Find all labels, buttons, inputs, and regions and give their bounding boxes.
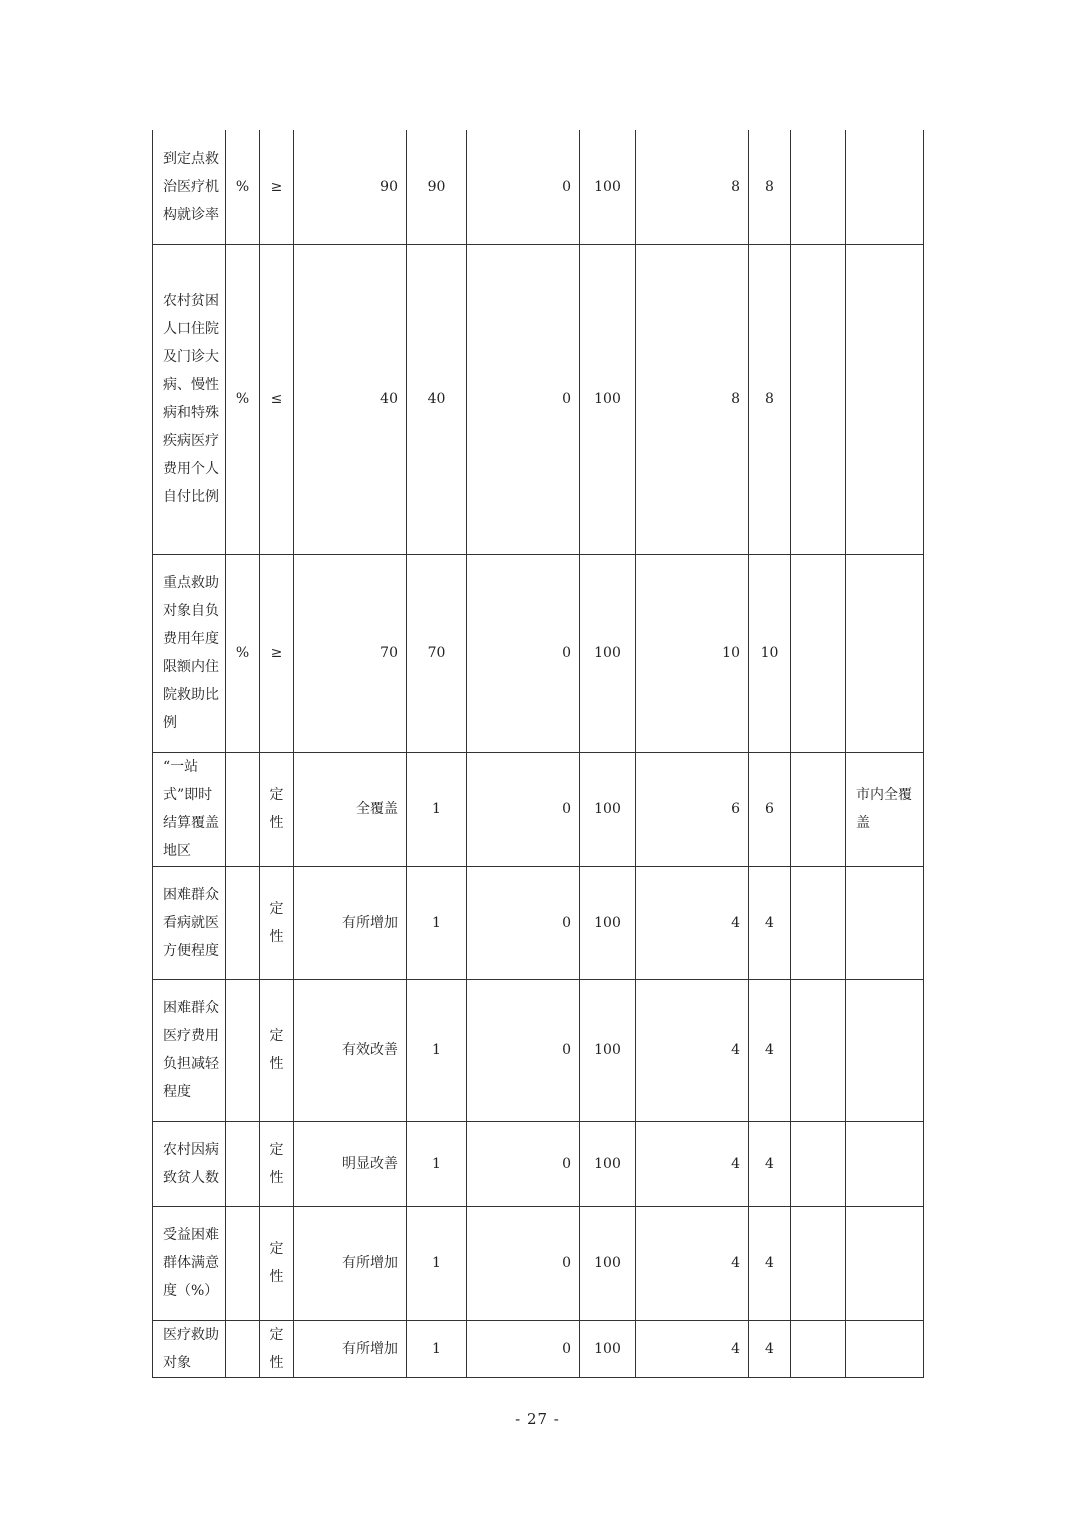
completion-cell-text: 100 — [594, 1340, 621, 1357]
weight-cell — [636, 130, 749, 244]
operator-cell — [260, 752, 294, 866]
unit-cell — [226, 752, 260, 866]
table-row — [153, 752, 924, 866]
page-number: - 27 - — [515, 1410, 560, 1428]
table-row — [153, 1320, 924, 1377]
weight-cell — [636, 866, 749, 979]
completion-cell — [580, 752, 636, 866]
completion-cell-text: 100 — [594, 1255, 621, 1271]
score-cell-text: 4 — [765, 1042, 774, 1058]
weight-cell — [636, 1206, 749, 1320]
indicator-name-cell — [153, 1320, 226, 1377]
deviation-cell — [467, 752, 580, 866]
weight-cell — [636, 979, 749, 1121]
actual-value-cell-text: 1 — [432, 1042, 441, 1058]
target-value-cell — [294, 1206, 407, 1320]
score-cell-text: 6 — [765, 801, 774, 817]
score-cell-text: 4 — [765, 914, 774, 931]
score-cell — [749, 1206, 791, 1320]
actual-value-cell-text: 1 — [432, 1155, 441, 1172]
table-row — [153, 554, 924, 752]
completion-cell — [580, 1121, 636, 1206]
indicator-name-cell-text: 农村贫困人口住院及门诊大病、慢性病和特殊疾病医疗费用个人自付比例 — [163, 293, 219, 505]
target-value-cell-text: 40 — [380, 391, 398, 407]
weight-cell — [636, 1320, 749, 1377]
unit-cell — [226, 1206, 260, 1320]
note-cell — [846, 130, 924, 244]
completion-cell — [580, 1206, 636, 1320]
weight-cell-text: 4 — [731, 914, 740, 931]
actual-value-cell — [407, 979, 467, 1121]
score-cell — [749, 244, 791, 554]
reason-cell — [791, 244, 846, 554]
completion-cell — [580, 554, 636, 752]
note-cell — [846, 979, 924, 1121]
deviation-cell-text: 0 — [562, 1042, 571, 1058]
unit-cell — [226, 979, 260, 1121]
operator-cell — [260, 1320, 294, 1377]
indicator-name-cell-text: 农村因病致贫人数 — [163, 1141, 219, 1186]
completion-cell — [580, 244, 636, 554]
target-value-cell-text: 有效改善 — [342, 1042, 398, 1058]
target-value-cell — [294, 752, 407, 866]
indicator-name-cell-text: 受益困难群体满意度（%） — [163, 1227, 219, 1299]
table-row — [153, 866, 924, 979]
actual-value-cell-text: 70 — [427, 645, 446, 661]
performance-indicator-table — [152, 130, 924, 1378]
deviation-cell — [467, 979, 580, 1121]
reason-cell — [791, 1320, 846, 1377]
completion-cell-text: 100 — [594, 1155, 621, 1172]
completion-cell-text: 100 — [594, 1042, 621, 1058]
indicator-name-cell — [153, 1121, 226, 1206]
indicator-name-cell — [153, 130, 226, 244]
reason-cell — [791, 752, 846, 866]
score-cell — [749, 130, 791, 244]
target-value-cell-text: 有所增加 — [342, 1255, 398, 1271]
indicator-name-cell — [153, 244, 226, 554]
target-value-cell-text: 70 — [380, 645, 398, 661]
table-row — [153, 130, 924, 244]
weight-cell-text: 4 — [731, 1255, 740, 1271]
table-row — [153, 979, 924, 1121]
actual-value-cell — [407, 866, 467, 979]
indicator-name-cell — [153, 866, 226, 979]
deviation-cell-text: 0 — [562, 914, 571, 931]
deviation-cell — [467, 130, 580, 244]
reason-cell — [791, 130, 846, 244]
operator-cell-text: ≥ — [270, 178, 283, 195]
score-cell-text: 4 — [765, 1255, 774, 1271]
actual-value-cell — [407, 1206, 467, 1320]
operator-cell — [260, 979, 294, 1121]
score-cell — [749, 554, 791, 752]
deviation-cell — [467, 866, 580, 979]
deviation-cell-text: 0 — [562, 801, 571, 817]
actual-value-cell — [407, 1121, 467, 1206]
target-value-cell — [294, 554, 407, 752]
note-cell — [846, 1206, 924, 1320]
operator-cell-text: ≤ — [270, 391, 283, 407]
target-value-cell — [294, 1121, 407, 1206]
target-value-cell — [294, 1320, 407, 1377]
score-cell-text: 4 — [765, 1155, 774, 1172]
operator-cell-text: ≥ — [270, 645, 283, 661]
score-cell — [749, 1121, 791, 1206]
completion-cell — [580, 130, 636, 244]
indicator-name-cell — [153, 554, 226, 752]
actual-value-cell — [407, 752, 467, 866]
note-cell — [846, 752, 924, 866]
note-cell — [846, 554, 924, 752]
score-cell-text: 8 — [765, 391, 774, 407]
operator-cell — [260, 1206, 294, 1320]
table-row — [153, 1206, 924, 1320]
operator-cell — [260, 1121, 294, 1206]
weight-cell-text: 8 — [731, 178, 740, 195]
operator-cell — [260, 130, 294, 244]
deviation-cell-text: 0 — [562, 1155, 571, 1172]
score-cell — [749, 1320, 791, 1377]
note-cell-text: 市内全覆盖 — [856, 787, 912, 831]
score-cell — [749, 979, 791, 1121]
operator-cell-text: 定性 — [269, 900, 284, 945]
target-value-cell — [294, 244, 407, 554]
operator-cell — [260, 866, 294, 979]
note-cell — [846, 244, 924, 554]
note-cell — [846, 866, 924, 979]
actual-value-cell — [407, 1320, 467, 1377]
target-value-cell — [294, 979, 407, 1121]
unit-cell — [226, 866, 260, 979]
reason-cell — [791, 554, 846, 752]
table-body — [153, 130, 924, 1377]
deviation-cell — [467, 1121, 580, 1206]
unit-cell — [226, 244, 260, 554]
unit-cell-text: % — [235, 645, 250, 661]
deviation-cell — [467, 244, 580, 554]
actual-value-cell-text: 1 — [432, 1340, 441, 1357]
score-cell-text: 8 — [765, 178, 774, 195]
indicator-name-cell-text: 医疗救助对象 — [163, 1326, 219, 1371]
actual-value-cell-text: 1 — [432, 914, 441, 931]
weight-cell-text: 4 — [731, 1155, 740, 1172]
unit-cell — [226, 1121, 260, 1206]
indicator-name-cell-text: 困难群众看病就医方便程度 — [163, 886, 219, 959]
weight-cell — [636, 554, 749, 752]
operator-cell-text: 定性 — [269, 1141, 284, 1186]
indicator-name-cell-text: 到定点救治医疗机构就诊率 — [163, 150, 219, 223]
operator-cell-text: 定性 — [269, 1028, 284, 1072]
deviation-cell-text: 0 — [562, 1340, 571, 1357]
deviation-cell — [467, 1320, 580, 1377]
score-cell — [749, 866, 791, 979]
score-cell-text: 4 — [765, 1340, 774, 1357]
table-row — [153, 1121, 924, 1206]
unit-cell — [226, 130, 260, 244]
completion-cell-text: 100 — [594, 914, 621, 931]
deviation-cell — [467, 1206, 580, 1320]
reason-cell — [791, 866, 846, 979]
indicator-name-cell — [153, 1206, 226, 1320]
indicator-name-cell — [153, 979, 226, 1121]
weight-cell-text: 4 — [731, 1042, 740, 1058]
actual-value-cell — [407, 244, 467, 554]
target-value-cell-text: 有所增加 — [342, 914, 398, 931]
weight-cell — [636, 244, 749, 554]
completion-cell — [580, 866, 636, 979]
completion-cell-text: 100 — [594, 801, 621, 817]
weight-cell — [636, 1121, 749, 1206]
indicator-name-cell-text: “一站式”即时结算覆盖地区 — [163, 759, 219, 859]
note-cell — [846, 1320, 924, 1377]
target-value-cell-text: 明显改善 — [342, 1155, 398, 1172]
target-value-cell-text: 有所增加 — [342, 1340, 398, 1357]
deviation-cell — [467, 554, 580, 752]
reason-cell — [791, 1206, 846, 1320]
indicator-name-cell-text: 重点救助对象自负费用年度限额内住院救助比例 — [163, 575, 219, 731]
completion-cell — [580, 979, 636, 1121]
operator-cell-text: 定性 — [269, 1326, 284, 1371]
indicator-name-cell-text: 困难群众医疗费用负担减轻程度 — [163, 1000, 219, 1100]
operator-cell-text: 定性 — [269, 787, 284, 831]
actual-value-cell-text: 90 — [427, 178, 446, 195]
unit-cell — [226, 1320, 260, 1377]
weight-cell-text: 10 — [722, 645, 740, 661]
operator-cell-text: 定性 — [269, 1241, 284, 1285]
deviation-cell-text: 0 — [562, 1255, 571, 1271]
completion-cell-text: 100 — [594, 391, 621, 407]
actual-value-cell-text: 40 — [427, 391, 446, 407]
weight-cell — [636, 752, 749, 866]
target-value-cell — [294, 130, 407, 244]
actual-value-cell-text: 1 — [432, 801, 441, 817]
completion-cell — [580, 1320, 636, 1377]
target-value-cell-text: 全覆盖 — [356, 801, 398, 817]
actual-value-cell-text: 1 — [432, 1255, 441, 1271]
completion-cell-text: 100 — [594, 178, 621, 195]
actual-value-cell — [407, 554, 467, 752]
weight-cell-text: 6 — [731, 801, 740, 817]
note-cell — [846, 1121, 924, 1206]
deviation-cell-text: 0 — [562, 178, 571, 195]
completion-cell-text: 100 — [594, 645, 621, 661]
reason-cell — [791, 1121, 846, 1206]
target-value-cell-text: 90 — [380, 178, 398, 195]
unit-cell-text: % — [235, 391, 250, 407]
deviation-cell-text: 0 — [562, 391, 571, 407]
unit-cell-text: % — [235, 178, 250, 195]
operator-cell — [260, 244, 294, 554]
score-cell-text: 10 — [760, 645, 779, 661]
deviation-cell-text: 0 — [562, 645, 571, 661]
reason-cell — [791, 979, 846, 1121]
table-row — [153, 244, 924, 554]
score-cell — [749, 752, 791, 866]
operator-cell — [260, 554, 294, 752]
actual-value-cell — [407, 130, 467, 244]
target-value-cell — [294, 866, 407, 979]
weight-cell-text: 4 — [731, 1340, 740, 1357]
unit-cell — [226, 554, 260, 752]
weight-cell-text: 8 — [731, 391, 740, 407]
indicator-name-cell — [153, 752, 226, 866]
